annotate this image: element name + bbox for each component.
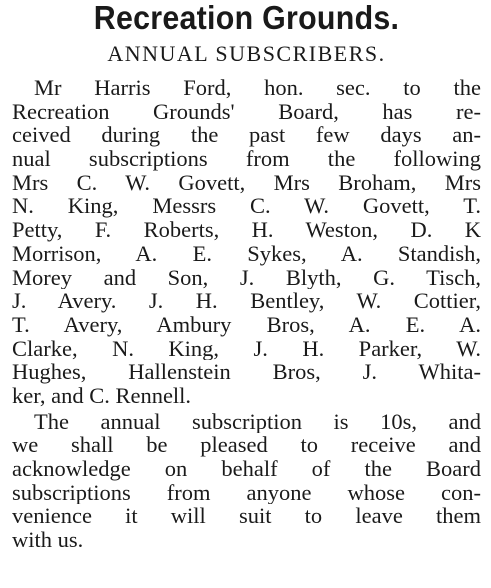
text-line: acknowledge on behalf of the Board [12,457,481,481]
text-line: N. King, Messrs C. W. Govett, T. [12,194,481,219]
text-line: The annual subscription is 10s, and [34,409,481,434]
text-line: Mrs C. W. Govett, Mrs Broham, Mrs [12,170,481,195]
article-paragraph-1 [12,76,481,408]
text-line: Morrison, A. E. Sykes, A. Standish, [12,241,481,266]
text-line: we shall be pleased to receive and [12,433,481,457]
text-line: Morey and Son, J. Blyth, G. Tisch, [12,265,481,290]
article-headline: Recreation Grounds. [93,0,400,36]
text-line: Hughes, Hallenstein Bros, J. Whita- [12,360,481,384]
text-line: ceived during the past few days an- [12,123,481,148]
text-line: venience it will suit to leave them [12,504,481,529]
text-line: Clarke, N. King, J. H. Parker, W. [12,336,481,361]
text-line: subscriptions from anyone whose con- [12,480,481,505]
article-subheading: ANNUAL SUBSCRIBERS. [107,41,386,66]
text-line: Mr Harris Ford, hon. sec. to the [34,76,481,100]
text-line: J. Avery. J. H. Bentley, W. Cottier, [12,289,481,313]
article-paragraph-2 [12,410,481,552]
text-line: Petty, F. Roberts, H. Weston, D. K [12,218,481,242]
text-line: T. Avery, Ambury Bros, A. E. A. [12,312,481,337]
text-line: with us. [12,528,84,552]
text-line: ker, and C. Rennell. [12,383,192,408]
text-line: nual subscriptions from the following [12,147,481,171]
text-line: Recreation Grounds' Board, has re- [12,99,481,124]
